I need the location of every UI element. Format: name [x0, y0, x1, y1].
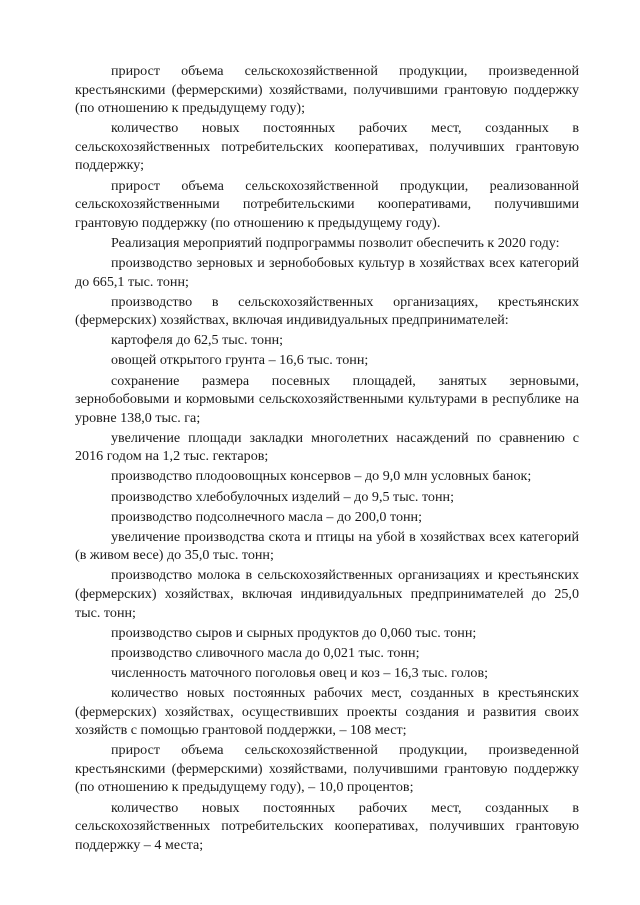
paragraph: производство в сельскохозяйственных организациях, крестьянских (фермерских) хозяйствах, включая индивидуальных предпринимателей:: [75, 293, 579, 329]
paragraph: численность маточного поголовья овец и коз – 16,3 тыс. голов;: [111, 664, 489, 681]
paragraph: картофеля до 62,5 тыс. тонн;: [111, 332, 284, 349]
paragraph: прирост объема сельскохозяйственной продукции, реализованной сельскохозяйственными потребительскими кооперативами, получившими грантовую поддержку (по отношению к предыдущему году).: [75, 177, 579, 231]
paragraph: овощей открытого грунта – 16,6 тыс. тонн;: [111, 352, 369, 369]
paragraph: количество новых постоянных рабочих мест, созданных в сельскохозяйственных потребительских кооперативах, получивших грантовую поддержку – 4 места;: [75, 799, 579, 853]
paragraph: производство сливочного масла до 0,021 тыс. тонн;: [111, 644, 420, 661]
paragraph: производство сыров и сырных продуктов до 0,060 тыс. тонн;: [111, 624, 477, 641]
paragraph: Реализация мероприятий подпрограммы позволит обеспечить к 2020 году:: [111, 234, 560, 251]
paragraph: количество новых постоянных рабочих мест, созданных в сельскохозяйственных потребительских кооперативах, получивших грантовую поддержку;: [75, 120, 579, 174]
paragraph: производство молока в сельскохозяйственных организациях и крестьянских (фермерских) хозяйствах, включая индивидуальных предпринимателей до 25,0 тыс. тонн;: [75, 567, 579, 621]
paragraph: увеличение производства скота и птицы на убой в хозяйствах всех категорий (в живом весе) до 35,0 тыс. тонн;: [75, 528, 579, 564]
paragraph: увеличение площади закладки многолетних насаждений по сравнению с 2016 годом на 1,2 тыс. гектаров;: [75, 429, 579, 465]
paragraph: производство зерновых и зернобобовых культур в хозяйствах всех категорий до 665,1 тыс. тонн;: [75, 254, 579, 290]
paragraph: производство плодоовощных консервов – до 9,0 млн условных банок;: [111, 468, 532, 485]
paragraph: прирост объема сельскохозяйственной продукции, произведенной крестьянскими (фермерскими) хозяйствами, получившими грантовую поддержку (по отношению к предыдущему году);: [75, 63, 579, 117]
paragraph: производство подсолнечного масла – до 200,0 тонн;: [111, 508, 422, 525]
paragraph: прирост объема сельскохозяйственной продукции, произведенной крестьянскими (фермерскими) хозяйствами, получившими грантовую поддержку (по отношению к предыдущему году), – 10,0 процентов;: [75, 742, 579, 796]
paragraph: сохранение размера посевных площадей, занятых зерновыми, зернобобовыми и кормовыми сельскохозяйственными культурами в республике на уровне 138,0 тыс. га;: [75, 372, 579, 426]
document-page: [75, 62, 579, 856]
paragraph: производство хлебобулочных изделий – до 9,5 тыс. тонн;: [111, 488, 454, 505]
paragraph: количество новых постоянных рабочих мест, созданных в крестьянских (фермерских) хозяйствах, осуществивших проекты создания и развития своих хозяйств с помощью грантовой поддержки, – 108 мест;: [75, 685, 579, 739]
